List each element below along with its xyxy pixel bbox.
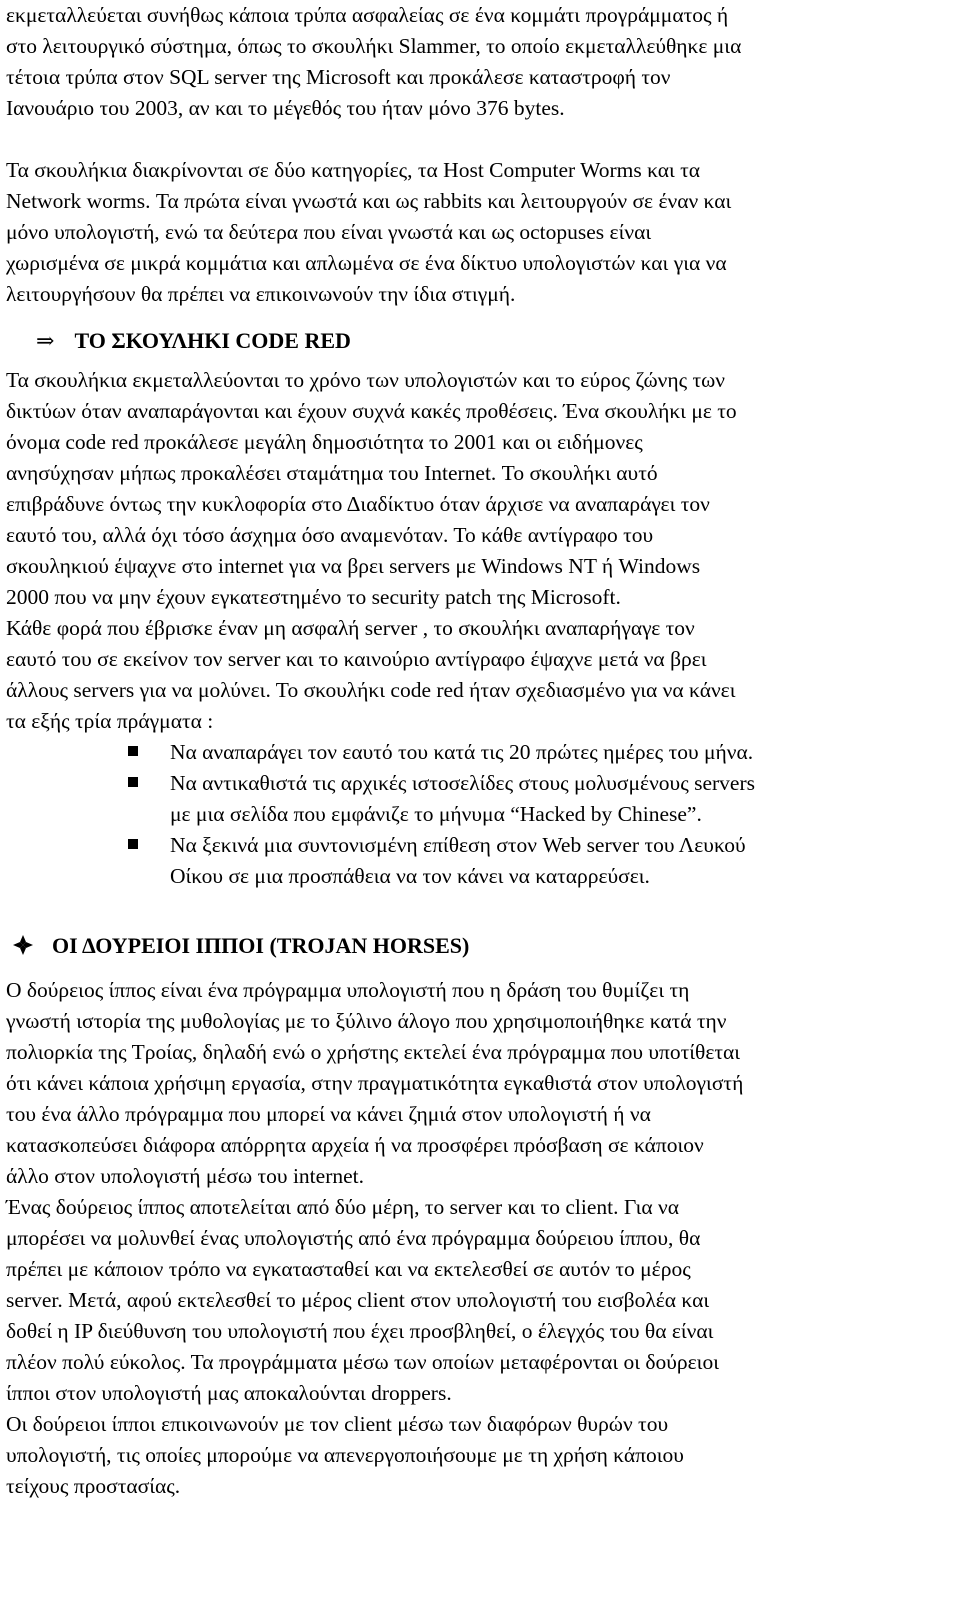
code-red-bullet-list [6, 737, 950, 892]
square-bullet-icon [128, 777, 138, 787]
code-red-heading [36, 320, 950, 360]
text-line: μόνο υπολογιστή, ενώ τα δεύτερα που είναι γνωστά και ως octopuses είναι [6, 220, 652, 244]
text-line: δοθεί η IP διεύθυνση του υπολογιστή που έχει προσβληθεί, ο έλεγχός του θα είναι [6, 1319, 714, 1343]
text-line: Ιανουάριο του 2003, αν και το μέγεθός του ήταν μόνο 376 bytes. [6, 96, 565, 120]
text-line: Κάθε φορά που έβρισκε έναν μη ασφαλή server , το σκουλήκι αναπαρήγαγε τον [6, 616, 695, 640]
list-item-text: με μια σελίδα που εμφάνιζε το μήνυμα “Hacked by Chinese”. [170, 802, 702, 826]
text-line: υπολογιστή, τις οποίες μπορούμε να απενεργοποιήσουμε με τη χρήση κάποιου [6, 1443, 684, 1467]
text-line: ίπποι στον υπολογιστή μας αποκαλούνται droppers. [6, 1381, 452, 1405]
square-bullet-icon [128, 839, 138, 849]
trojan-heading [12, 925, 950, 965]
trojan-heading-text: ΟΙ ΔΟΥΡΕΙΟΙ ΙΠΠΟΙ (TROJAN HORSES) [52, 932, 470, 958]
text-line: άλλο στον υπολογιστή μέσω του internet. [6, 1164, 364, 1188]
code-red-heading-text: ΤΟ ΣΚΟΥΛΗΚΙ CODE RED [74, 327, 351, 353]
text-line: πολιορκία της Τροίας, δηλαδή ενώ ο χρήστης εκτελεί ένα πρόγραμμα που υποτίθεται [6, 1040, 741, 1064]
list-item [6, 768, 950, 830]
list-item-text: Να αναπαράγει τον εαυτό του κατά τις 20 πρώτες ημέρες του μήνα. [170, 740, 754, 764]
text-line: όνομα code red προκάλεσε μεγάλη δημοσιότητα το 2001 και οι ειδήμονες [6, 430, 643, 454]
text-line: στο λειτουργικό σύστημα, όπως το σκουλήκι Slammer, το οποίο εκμεταλλεύθηκε μια [6, 34, 742, 58]
text-line: λειτουργήσουν θα πρέπει να επικοινωνούν την ίδια στιγμή. [6, 282, 516, 306]
text-line: ανησύχησαν μήπως προκαλέσει σταμάτημα του Internet. Το σκουλήκι αυτό [6, 461, 658, 485]
square-bullet-icon [128, 746, 138, 756]
list-item [6, 737, 950, 768]
text-line: πλέον πολύ εύκολος. Τα προγράμματα μέσω των οποίων μεταφέρονται οι δούρειοι [6, 1350, 719, 1374]
text-line: τέτοια τρύπα στον SQL server της Microsoft και προκάλεσε καταστροφή τον [6, 65, 671, 89]
text-line: κατασκοπεύσει διάφορα απόρρητα αρχεία ή να προσφέρει πρόσβαση σε κάποιον [6, 1133, 704, 1157]
text-line: Ένας δούρειος ίππος αποτελείται από δύο μέρη, το server και το client. Για να [6, 1195, 679, 1219]
list-item-text: Να ξεκινά μια συντονισμένη επίθεση στον Web server του Λευκού [170, 833, 746, 857]
text-line: άλλους servers για να μολύνει. Το σκουλήκι code red ήταν σχεδιασμένο για να κάνει [6, 678, 736, 702]
code-red-paragraph [6, 365, 950, 737]
text-line: εκμεταλλεύεται συνήθως κάποια τρύπα ασφαλείας σε ένα κομμάτι προγράμματος ή [6, 3, 729, 27]
text-line: Ο δούρειος ίππος είναι ένα πρόγραμμα υπολογιστή που η δράση του θυμίζει τη [6, 978, 690, 1002]
text-line: μπορέσει να μολυνθεί ένας υπολογιστής από ένα πρόγραμμα δούρειου ίππου, θα [6, 1226, 701, 1250]
text-line: Network worms. Τα πρώτα είναι γνωστά και ως rabbits και λειτουργούν σε έναν και [6, 189, 732, 213]
intro-paragraph [6, 0, 950, 124]
text-line: Τα σκουλήκια εκμεταλλεύονται το χρόνο των υπολογιστών και το εύρος ζώνης των [6, 368, 725, 392]
text-line: σκουληκιού έψαχνε στο internet για να βρει servers με Windows NT ή Windows [6, 554, 701, 578]
list-item-text: Να αντικαθιστά τις αρχικές ιστοσελίδες στους μολυσμένους servers [170, 771, 755, 795]
paragraph-gap [6, 892, 950, 923]
arrow-icon: ⇒ [36, 327, 55, 353]
list-item [6, 830, 950, 892]
text-line: Οι δούρειοι ίπποι επικοινωνούν με τον client μέσω των διαφόρων θυρών του [6, 1412, 669, 1436]
text-line: τείχους προστασίας. [6, 1474, 181, 1498]
trojan-paragraph [6, 975, 950, 1502]
text-line: server. Μετά, αφού εκτελεσθεί το μέρος client στον υπολογιστή του εισβολέα και [6, 1288, 710, 1312]
text-line: γνωστή ιστορία της μυθολογίας με το ξύλινο άλογο που χρησιμοποιήθηκε κατά την [6, 1009, 727, 1033]
text-line: Τα σκουλήκια διακρίνονται σε δύο κατηγορίες, τα Host Computer Worms και τα [6, 158, 701, 182]
diamond-bullet-icon [12, 934, 34, 956]
list-item-text: Οίκου σε μια προσπάθεια να τον κάνει να καταρρεύσει. [170, 864, 650, 888]
text-line: του ένα άλλο πρόγραμμα που μπορεί να κάνει ζημιά στον υπολογιστή ή να [6, 1102, 651, 1126]
text-line: επιβράδυνε όντως την κυκλοφορία στο Διαδίκτυο όταν άρχισε να αναπαράγει τον [6, 492, 710, 516]
text-line: εαυτό του, αλλά όχι τόσο άσχημα όσο αναμενόταν. Το κάθε αντίγραφο του [6, 523, 654, 547]
text-line: πρέπει με κάποιον τρόπο να εγκατασταθεί και να εκτελεσθεί σε αυτόν το μέρος [6, 1257, 691, 1281]
text-line: χωρισμένα σε μικρά κομμάτια και απλωμένα σε ένα δίκτυο υπολογιστών και για να [6, 251, 727, 275]
text-line: ότι κάνει κάποια χρήσιμη εργασία, στην πραγματικότητα εγκαθιστά στον υπολογιστή [6, 1071, 744, 1095]
paragraph-gap [6, 124, 950, 155]
text-line: εαυτό του σε εκείνον τον server και το καινούριο αντίγραφο έψαχνε μετά να βρει [6, 647, 707, 671]
text-line: τα εξής τρία πράγματα : [6, 709, 214, 733]
categories-paragraph [6, 155, 950, 310]
text-line: δικτύων όταν αναπαράγονται και έχουν συχνά κακές προθέσεις. Ένα σκουλήκι με το [6, 399, 737, 423]
text-line: 2000 που να μην έχουν εγκατεστημένο το security patch της Microsoft. [6, 585, 621, 609]
